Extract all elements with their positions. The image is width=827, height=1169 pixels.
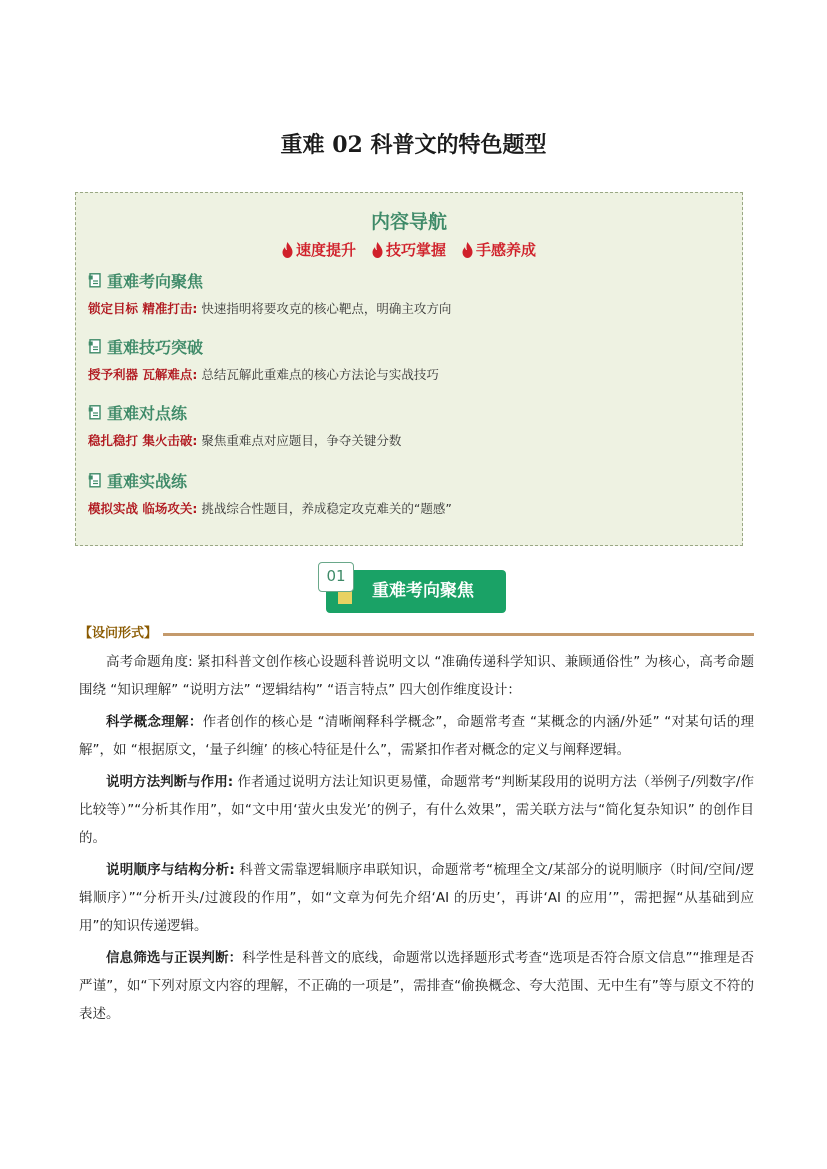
nav-tags <box>76 239 742 260</box>
nav-tag-label: 技巧掌握 <box>385 241 446 259</box>
section-badge <box>318 562 506 614</box>
nav-section-title: 重难实战练 <box>107 471 188 491</box>
paragraph-text: 科学性是科普文的底线，命题常以选择题形式考查“选项是否符合原文信息”“推理是否严谨”，如“下列对原文内容的理解，不正确的一项是”，需排查“偷换概念、夸大范围、无中生有”等与原文不符的表述。 <box>79 950 754 1022</box>
nav-section-focus <box>88 269 728 318</box>
nav-tag-skill <box>372 239 446 260</box>
nav-section-practice <box>88 401 728 450</box>
nav-tag-feel <box>462 239 536 260</box>
nav-section-key: 模拟实战 临场攻关: <box>88 501 198 516</box>
nav-tag-label: 速度提升 <box>295 241 356 259</box>
section-rule <box>163 633 754 636</box>
document-icon <box>88 273 101 288</box>
paragraph-text: 作者通过说明方法让知识更易懂，命题常考“判断某段用的说明方法（举例子/列数字/作比较等）”“分析其作用”，如“文中用‘萤火虫发光’的例子，有什么效果”，需关联方法与“简化复杂知识” 的创作目的。 <box>79 774 754 846</box>
paragraph-lead: 科学概念理解： <box>106 714 203 730</box>
nav-title: 内容导航 <box>370 211 447 233</box>
flame-icon <box>282 242 293 258</box>
nav-section-skill <box>88 335 728 384</box>
badge-square-icon <box>338 590 352 604</box>
section-label: 【设问形式】 <box>79 626 158 641</box>
flame-icon <box>372 242 383 258</box>
flame-icon <box>462 242 473 258</box>
document-icon <box>88 473 101 488</box>
paragraph: 高考命题角度: 紧扣科普文创作核心设题科普说明文以 “准确传递科学知识、兼顾通俗性” 为核心，高考命题围绕 “知识理解” “说明方法” “逻辑结构” “语言特点” 四大创作维度设计： <box>79 654 754 698</box>
nav-section-desc: 聚焦重难点对应题目，争夺关键分数 <box>201 433 402 448</box>
nav-section-title: 重难对点练 <box>107 403 188 423</box>
nav-section-key: 授予利器 瓦解难点: <box>88 367 198 382</box>
nav-section-key: 锁定目标 精准打击: <box>88 301 198 316</box>
paragraph-text: 作者创作的核心是 “清晰阐释科学概念”，命题常考查 “某概念的内涵/外延” “对某句话的理解”，如 “根据原文，‘量子纠缠’ 的核心特征是什么”，需紧扣作者对概念的定义与阐释逻辑。 <box>79 714 755 758</box>
badge-label: 重难考向聚焦 <box>372 581 474 601</box>
paragraph-lead: 说明方法判断与作用: <box>106 774 234 790</box>
nav-section-title: 重难技巧突破 <box>107 337 204 357</box>
paragraph-lead: 信息筛选与正误判断： <box>106 950 243 966</box>
section-heading <box>79 622 754 642</box>
paragraph <box>79 856 754 940</box>
nav-section-combat <box>88 469 728 518</box>
document-icon <box>88 339 101 354</box>
content-nav-box <box>75 192 743 546</box>
nav-section-desc: 挑战综合性题目，养成稳定攻克难关的“题感” <box>201 501 452 516</box>
paragraph-lead: 说明顺序与结构分析: <box>106 862 235 878</box>
nav-tag-label: 手感养成 <box>476 241 537 259</box>
nav-section-desc: 总结瓦解此重难点的核心方法论与实战技巧 <box>201 367 439 382</box>
nav-section-key: 稳扎稳打 集火击破: <box>88 433 198 448</box>
nav-section-desc: 快速指明将要攻克的核心靶点，明确主攻方向 <box>201 301 452 316</box>
nav-tag-speed <box>282 239 356 260</box>
nav-section-title: 重难考向聚焦 <box>107 271 204 291</box>
paragraph <box>79 708 754 764</box>
document-icon <box>88 405 101 420</box>
page-title: 重难 02 科普文的特色题型 <box>280 132 547 158</box>
paragraph <box>79 768 754 852</box>
body-text <box>79 648 754 1032</box>
paragraph <box>79 944 754 1028</box>
badge-number: 01 <box>318 562 354 592</box>
paragraph-text: 科普文需靠逻辑顺序串联知识，命题常考“梳理全文/某部分的说明顺序（时间/空间/逻辑顺序）”“分析开头/过渡段的作用”，如“文章为何先介绍‘AI 的历史’，再讲‘AI 的应用’”，需把握“从基础到应用”的知识传递逻辑。 <box>79 862 754 934</box>
